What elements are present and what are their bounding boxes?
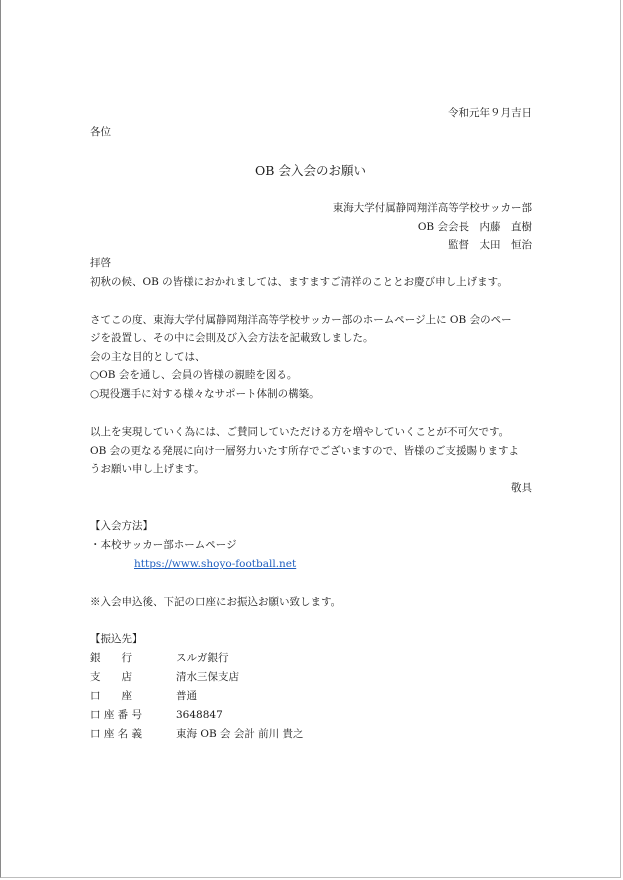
transfer-heading: 【振込先】 bbox=[90, 633, 143, 645]
body-line: OB 会の更なる発展に向け一層努力いたす所存でございますので、皆様のご支援賜りますよ bbox=[90, 445, 519, 457]
transfer-note: ※入会申込後、下記の口座にお振込お願い致します。 bbox=[90, 596, 342, 608]
date: 令和元年９月吉日 bbox=[448, 107, 532, 119]
sender-coach: 監督 太田 恒治 bbox=[448, 239, 532, 251]
greeting-line: 初秋の候、OB の皆様におかれましては、ますますご清祥のこととお慶び申し上げます。 bbox=[90, 276, 508, 288]
transfer-value: 清水三保支店 bbox=[176, 671, 239, 683]
body-line: さてこの度、東海大学付属静岡翔洋高等学校サッカー部のホームページ上に OB 会のペー bbox=[90, 314, 512, 326]
sender-chair: OB 会会長 内藤 直樹 bbox=[417, 221, 532, 233]
document-title: OB 会入会のお願い bbox=[255, 163, 366, 178]
closing-salutation: 敬具 bbox=[511, 482, 532, 494]
transfer-value: 東海 OB 会 会計 前川 貴之 bbox=[176, 728, 304, 740]
body-line: 会の主な目的としては、 bbox=[90, 351, 206, 363]
purpose-item: ○現役選手に対する様々なサポート体制の構築。 bbox=[90, 388, 320, 400]
transfer-label: 口 座 bbox=[90, 690, 132, 702]
transfer-label: 口 座 番 号 bbox=[90, 709, 143, 721]
opening-salutation: 拝啓 bbox=[90, 257, 111, 269]
transfer-value: 普通 bbox=[176, 690, 197, 702]
transfer-value: 3648847 bbox=[176, 709, 223, 721]
transfer-label: 支 店 bbox=[90, 671, 132, 683]
transfer-label: 銀 行 bbox=[90, 652, 132, 664]
body-line: 以上を実現していく為には、ご賛同していただける方を増やしていくことが不可欠です。 bbox=[90, 426, 510, 438]
addressee: 各位 bbox=[90, 126, 111, 138]
transfer-value: スルガ銀行 bbox=[176, 652, 229, 664]
sender-org: 東海大学付属静岡翔洋高等学校サッカー部 bbox=[332, 202, 532, 214]
body-line: ジを設置し、その中に会則及び入会方法を記載致しました。 bbox=[90, 332, 374, 344]
body-line: うお願い申し上げます。 bbox=[90, 463, 205, 475]
purpose-item: ○OB 会を通し、会員の皆様の親睦を図る。 bbox=[90, 369, 298, 381]
join-heading: 【入会方法】 bbox=[90, 520, 153, 532]
join-item: ・本校サッカー部ホームページ bbox=[90, 539, 237, 551]
homepage-link[interactable]: https://www.shoyo-football.net bbox=[134, 558, 297, 570]
transfer-label: 口 座 名 義 bbox=[90, 728, 143, 740]
